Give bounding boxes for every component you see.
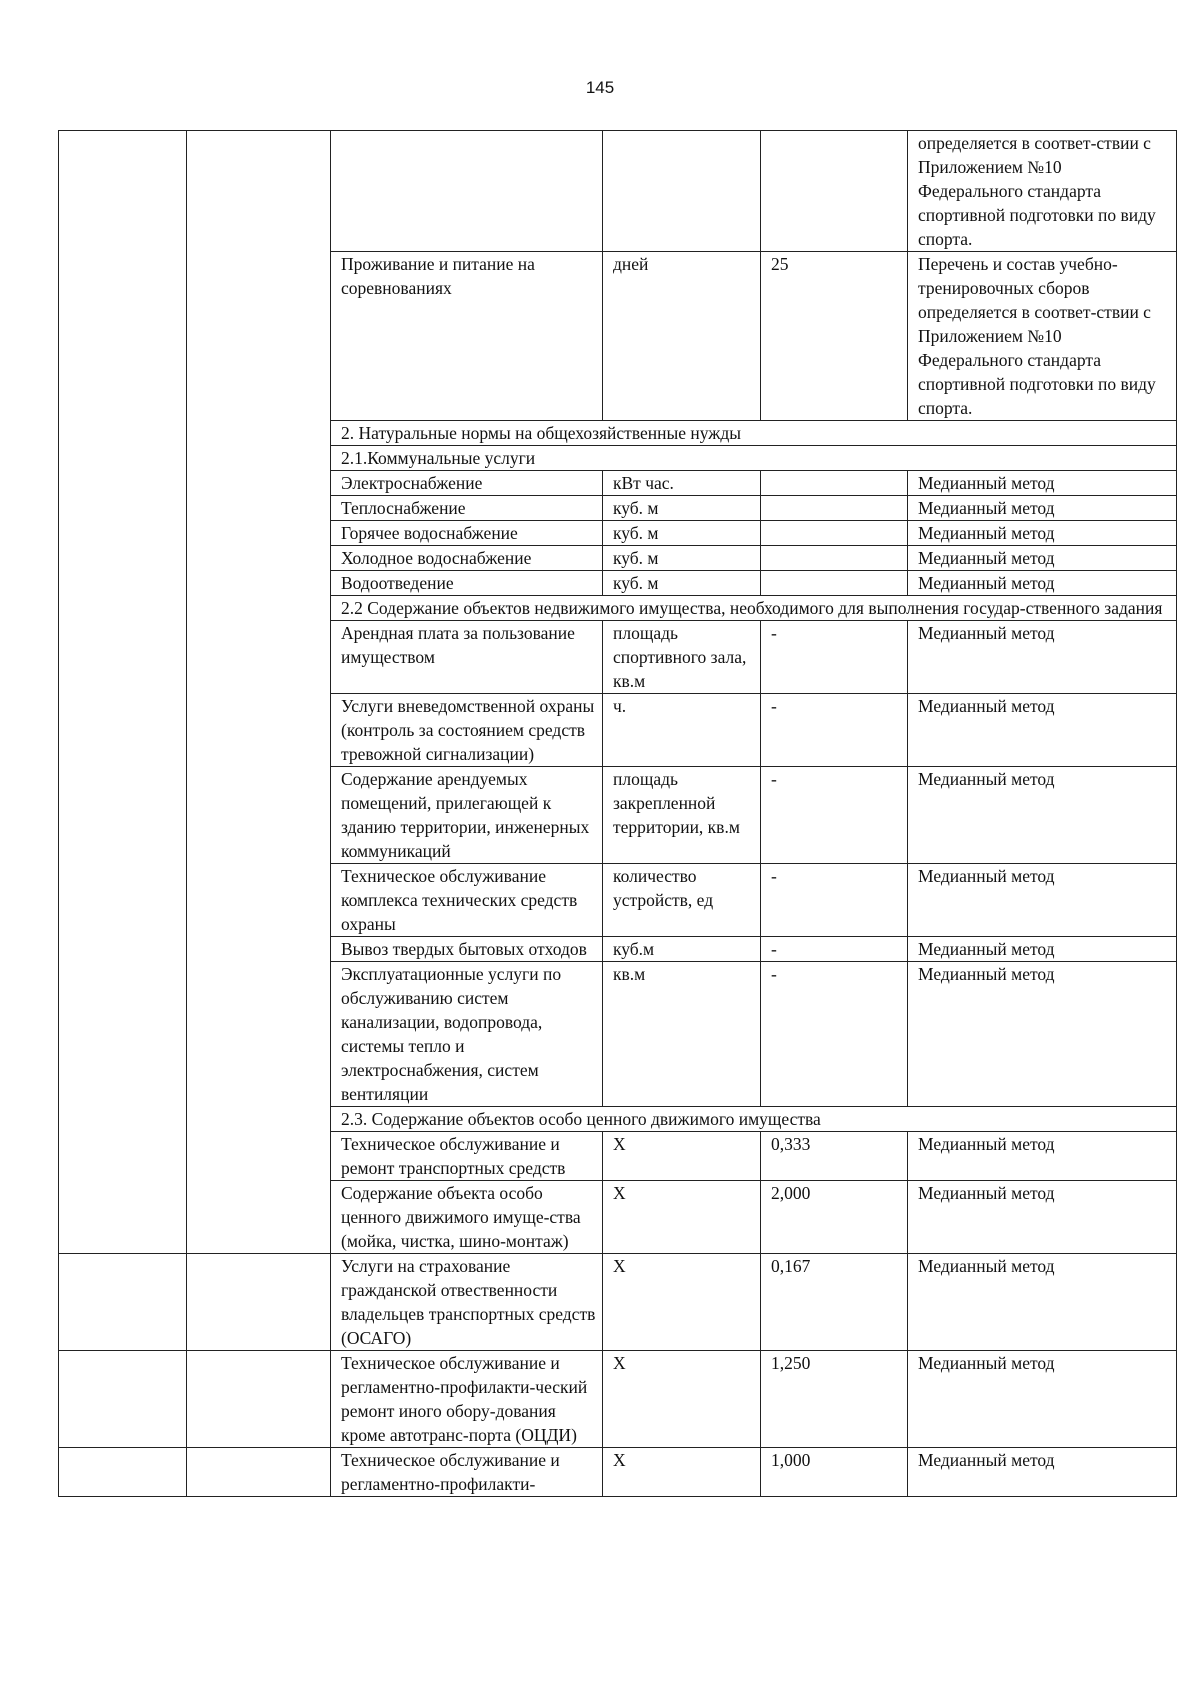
cell-name: Услуги на страхование гражданской отвественности владельцев транспортных средств (ОСАГО) [331,1254,603,1351]
cell-name: Содержание арендуемых помещений, прилегающей к зданию территории, инженерных коммуникаций [331,767,603,864]
cell-value: 0,167 [761,1254,908,1351]
cell-value: - [761,694,908,767]
norms-table [58,130,1177,1497]
cell-name: Водоотведение [331,571,603,596]
cell-note: Перечень и состав учебно-тренировочных сборов определяется в соответ-ствии с Приложением №10 Федерального стандарта спортивной подготовки по виду спорта. [908,252,1177,421]
cell-note: Медианный метод [908,1132,1177,1181]
cell-unit: X [603,1181,761,1254]
cell-note: Медианный метод [908,1181,1177,1254]
blank-column-2 [187,1351,331,1448]
cell-name: Техническое обслуживание комплекса технических средств охраны [331,864,603,937]
cell-unit: кв.м [603,962,761,1107]
cell-note: Медианный метод [908,937,1177,962]
cell-note: Медианный метод [908,471,1177,496]
section-heading-2-3: 2.3. Содержание объектов особо ценного движимого имущества [331,1107,1177,1132]
blank-column-1 [59,1351,187,1448]
cell-note: Медианный метод [908,546,1177,571]
cell-value [761,496,908,521]
cell-note: Медианный метод [908,767,1177,864]
cell-note: Медианный метод [908,1351,1177,1448]
cell-value: - [761,864,908,937]
cell-unit: кВт час. [603,471,761,496]
cell-name: Услуги вневедомственной охраны (контроль за состоянием средств тревожной сигнализации) [331,694,603,767]
cell-note: Медианный метод [908,496,1177,521]
cell-unit: количество устройств, ед [603,864,761,937]
section-heading-2-2: 2.2 Содержание объектов недвижимого имущества, необходимого для выполнения государ-ственного задания [331,596,1177,621]
blank-column-2 [187,1254,331,1351]
cell-unit: X [603,1448,761,1497]
cell-unit: куб.м [603,937,761,962]
blank-column-2 [187,131,331,1254]
blank-column-1 [59,1254,187,1351]
cell-value: 1,250 [761,1351,908,1448]
table-row [59,1448,1177,1497]
cell-name: Техническое обслуживание и регламентно-профилакти- [331,1448,603,1497]
cell-unit: X [603,1351,761,1448]
cell-value [761,471,908,496]
cell-unit [603,131,761,252]
cell-value: - [761,767,908,864]
cell-value [761,131,908,252]
cell-value: 0,333 [761,1132,908,1181]
cell-unit: площадь закрепленной территории, кв.м [603,767,761,864]
cell-name: Теплоснабжение [331,496,603,521]
cell-name: Эксплуатационные услуги по обслуживанию систем канализации, водопровода, системы тепло и электроснабжения, систем вентиляции [331,962,603,1107]
cell-value: - [761,937,908,962]
cell-value: 1,000 [761,1448,908,1497]
cell-name: Проживание и питание на соревнованиях [331,252,603,421]
cell-value [761,571,908,596]
cell-name: Арендная плата за пользование имуществом [331,621,603,694]
cell-name: Техническое обслуживание и ремонт транспортных средств [331,1132,603,1181]
cell-note: Медианный метод [908,621,1177,694]
cell-value [761,521,908,546]
cell-note: Медианный метод [908,694,1177,767]
table-row [59,131,1177,252]
table-row [59,1254,1177,1351]
cell-name: Электроснабжение [331,471,603,496]
table-row [59,1351,1177,1448]
cell-name: Техническое обслуживание и регламентно-профилакти-ческий ремонт иного обору-дования кроме автотранс-порта (ОЦДИ) [331,1351,603,1448]
section-heading-2: 2. Натуральные нормы на общехозяйственные нужды [331,421,1177,446]
cell-name: Горячее водоснабжение [331,521,603,546]
cell-value: - [761,962,908,1107]
cell-unit: куб. м [603,496,761,521]
cell-note: Медианный метод [908,1448,1177,1497]
section-heading-2-1: 2.1.Коммунальные услуги [331,446,1177,471]
cell-unit: ч. [603,694,761,767]
cell-note: Медианный метод [908,962,1177,1107]
cell-value: - [761,621,908,694]
cell-value [761,546,908,571]
cell-unit: X [603,1132,761,1181]
cell-unit: куб. м [603,571,761,596]
cell-note: Медианный метод [908,521,1177,546]
cell-unit: куб. м [603,546,761,571]
cell-unit: площадь спортивного зала, кв.м [603,621,761,694]
cell-unit: X [603,1254,761,1351]
cell-value: 25 [761,252,908,421]
cell-unit: куб. м [603,521,761,546]
page-number: 145 [585,78,615,97]
blank-column-2 [187,1448,331,1497]
cell-name [331,131,603,252]
blank-column-1 [59,131,187,1254]
cell-name: Содержание объекта особо ценного движимого имуще-ства (мойка, чистка, шино-монтаж) [331,1181,603,1254]
cell-note: Медианный метод [908,864,1177,937]
cell-value: 2,000 [761,1181,908,1254]
blank-column-1 [59,1448,187,1497]
cell-unit: дней [603,252,761,421]
table-body [59,131,1177,1497]
cell-note: Медианный метод [908,1254,1177,1351]
cell-note: определяется в соответ-ствии с Приложением №10 Федерального стандарта спортивной подготовки по виду спорта. [908,131,1177,252]
cell-name: Холодное водоснабжение [331,546,603,571]
cell-name: Вывоз твердых бытовых отходов [331,937,603,962]
cell-note: Медианный метод [908,571,1177,596]
